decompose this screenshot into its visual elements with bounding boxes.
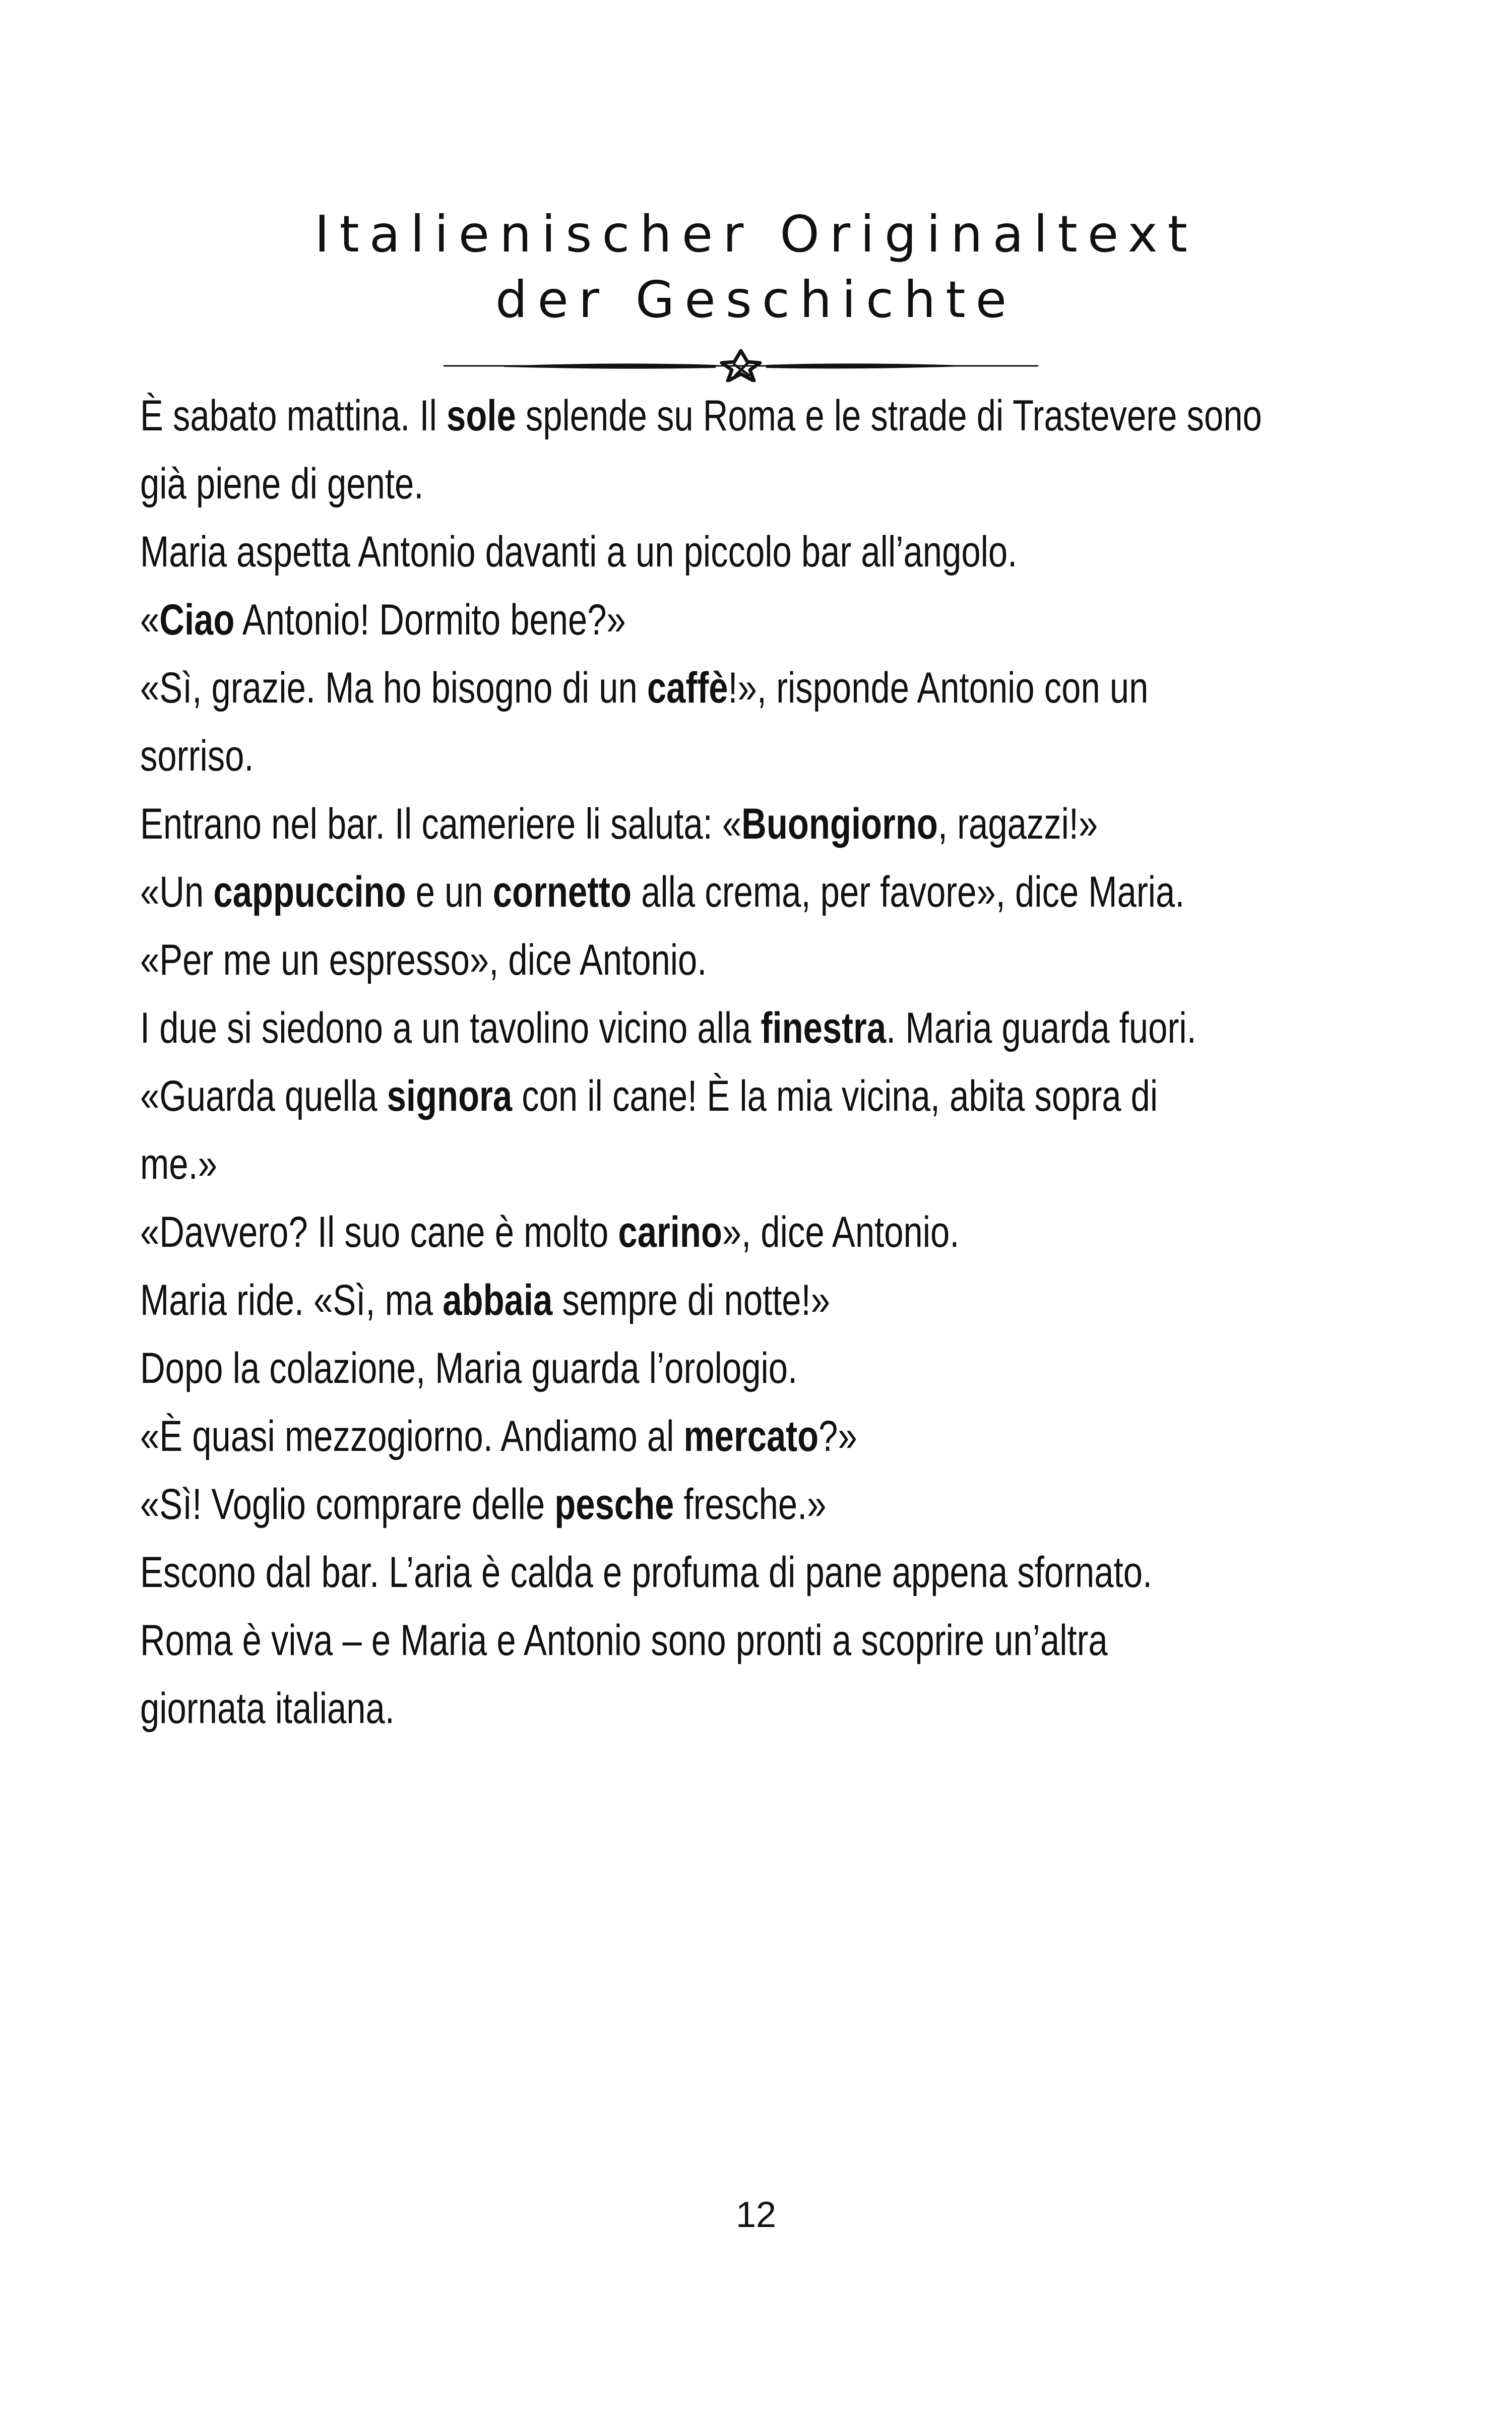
title-line-1: Italienischer Originaltext [314, 205, 1198, 264]
text-line [140, 518, 1400, 586]
text-segment: «Un [140, 868, 214, 916]
star-divider-icon [444, 347, 1038, 382]
bold-vocabulary-word: Ciao [159, 596, 235, 644]
text-line [140, 586, 1400, 654]
text-segment: sorriso. [140, 732, 254, 780]
text-line [140, 1607, 1400, 1675]
text-segment: Roma è viva – e Maria e Antonio sono pronti a scoprire un’altra [140, 1616, 1108, 1665]
text-line [140, 382, 1400, 450]
text-segment: Maria aspetta Antonio davanti a un piccolo bar all’angolo. [140, 528, 1018, 576]
bold-vocabulary-word: caffè [647, 664, 728, 712]
bold-vocabulary-word: cornetto [492, 868, 632, 916]
text-segment: ?» [818, 1412, 857, 1460]
text-segment: e un [406, 868, 493, 916]
text-line [140, 926, 1400, 994]
bold-vocabulary-word: mercato [683, 1412, 819, 1460]
text-line [140, 1403, 1400, 1471]
text-line [140, 1334, 1400, 1403]
text-segment: . Maria guarda fuori. [886, 1004, 1196, 1052]
text-segment: Antonio! Dormito bene?» [234, 596, 626, 644]
text-segment: È sabato mattina. Il [140, 392, 447, 440]
text-segment: Entrano nel bar. Il cameriere li saluta: « [140, 800, 742, 848]
text-segment: », dice Antonio. [722, 1208, 960, 1256]
text-segment: !», risponde Antonio con un [728, 664, 1149, 712]
text-line [140, 790, 1400, 858]
bold-vocabulary-word: pesche [554, 1480, 674, 1529]
text-line [140, 994, 1400, 1062]
text-segment: con il cane! È la mia vicina, abita sopra di [512, 1072, 1158, 1120]
bold-vocabulary-word: cappuccino [213, 868, 406, 916]
text-segment: già piene di gente. [140, 460, 424, 508]
text-segment: fresche.» [674, 1480, 827, 1529]
text-segment: Dopo la colazione, Maria guarda l’orologio. [140, 1344, 798, 1392]
text-line [140, 1062, 1400, 1130]
text-segment: Escono dal bar. L’aria è calda e profuma di pane appena sfornato. [140, 1548, 1153, 1597]
text-segment: sempre di notte!» [552, 1276, 830, 1324]
text-line [140, 654, 1400, 722]
bold-vocabulary-word: abbaia [443, 1276, 553, 1324]
text-segment: alla crema, per favore», dice Maria. [631, 868, 1185, 916]
page-number: 12 [735, 2195, 777, 2235]
bold-vocabulary-word: sole [447, 392, 516, 440]
text-segment: «È quasi mezzogiorno. Andiamo al [140, 1412, 684, 1460]
text-segment: «Davvero? Il suo cane è molto [140, 1208, 618, 1256]
page-title [0, 202, 1512, 333]
text-segment: me.» [140, 1140, 217, 1188]
story-text [140, 382, 1400, 1743]
text-line [140, 1266, 1400, 1334]
text-line [140, 1198, 1400, 1266]
text-segment: Maria ride. «Sì, ma [140, 1276, 443, 1324]
text-segment: «Guarda quella [140, 1072, 387, 1120]
text-line [140, 1130, 1400, 1198]
title-line-2: der Geschichte [495, 270, 1017, 329]
bold-vocabulary-word: signora [387, 1072, 513, 1120]
text-segment: I due si siedono a un tavolino vicino alla [140, 1004, 761, 1052]
bold-vocabulary-word: carino [618, 1208, 722, 1256]
bold-vocabulary-word: finestra [761, 1004, 887, 1052]
text-line [140, 1675, 1400, 1743]
text-line [140, 858, 1400, 926]
text-segment: «Per me un espresso», dice Antonio. [140, 936, 707, 984]
text-segment: , ragazzi!» [937, 800, 1098, 848]
bold-vocabulary-word: Buongiorno [741, 800, 938, 848]
text-segment: splende su Roma e le strade di Trastevere sono [516, 392, 1262, 440]
text-segment: «Sì, grazie. Ma ho bisogno di un [140, 664, 647, 712]
text-line [140, 450, 1400, 518]
text-segment: giornata italiana. [140, 1684, 395, 1733]
text-line [140, 1471, 1400, 1539]
text-segment: « [140, 596, 160, 644]
text-line [140, 722, 1400, 790]
text-line [140, 1539, 1400, 1607]
text-segment: «Sì! Voglio comprare delle [140, 1480, 555, 1529]
